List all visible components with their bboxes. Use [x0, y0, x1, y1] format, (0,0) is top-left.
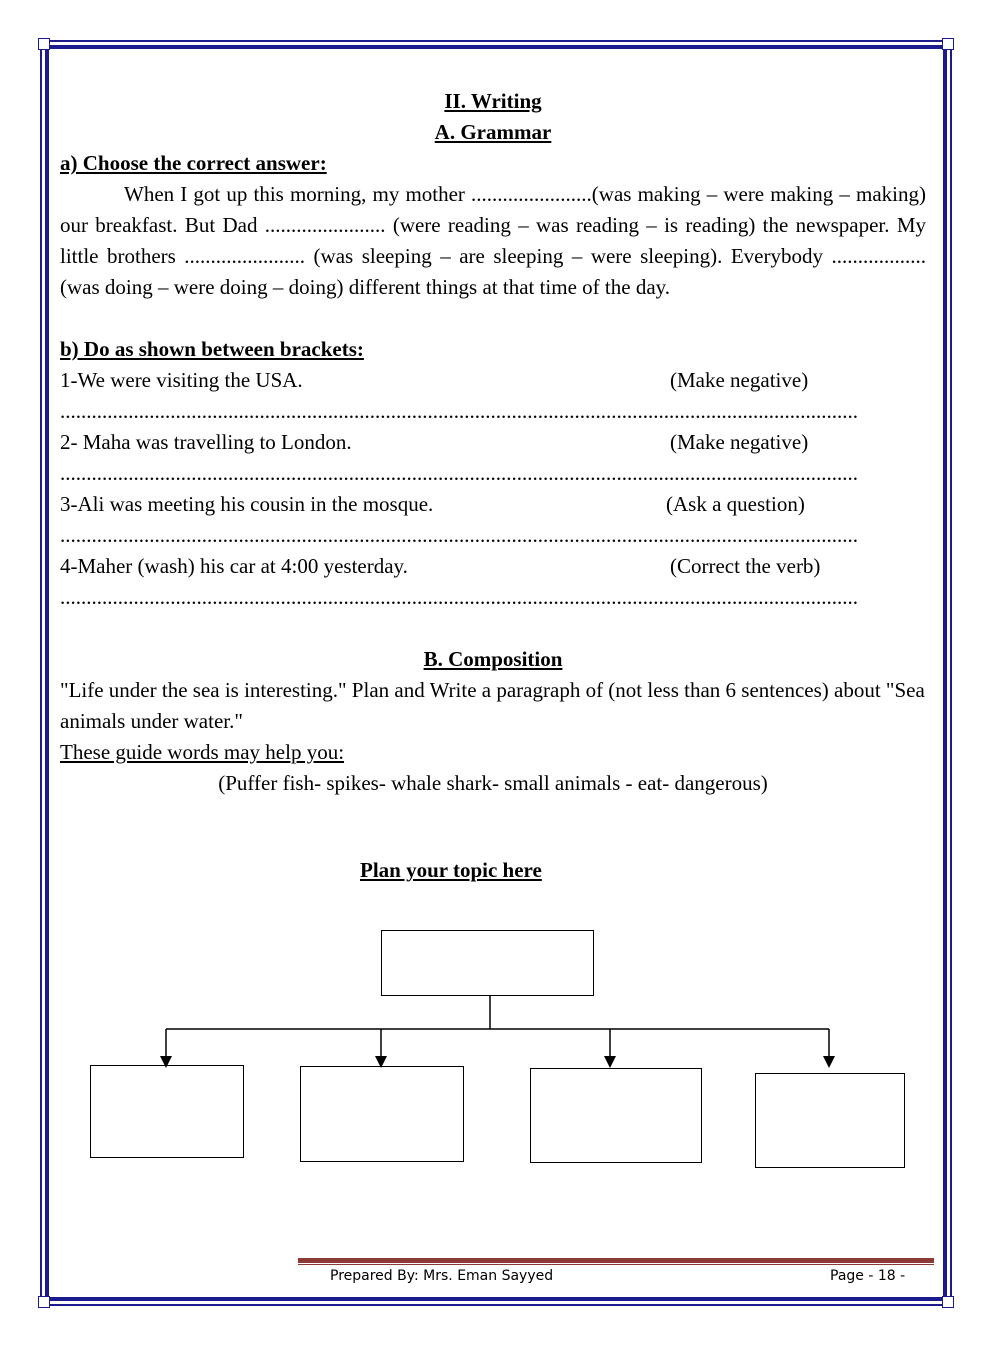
answer-line[interactable]: ........................................................................................................................................................ [60, 585, 858, 609]
exercise-sentence: 3-Ali was meeting his cousin in the mosque. [60, 492, 434, 516]
plan-title: Plan your topic here [360, 858, 542, 882]
grammar-subtitle: A. Grammar [434, 120, 552, 144]
guide-label: These guide words may help you: [60, 740, 345, 764]
answer-line[interactable]: ........................................................................................................................................................ [60, 523, 858, 547]
exercise-instruction: (Correct the verb) [670, 554, 821, 578]
exercise-instruction: (Make negative) [670, 430, 809, 454]
part-b-heading: b) Do as shown between brackets: [60, 337, 364, 361]
part-a-heading: a) Choose the correct answer: [60, 151, 327, 175]
footer-divider [298, 1264, 934, 1265]
answer-line[interactable]: ........................................................................................................................................................ [60, 461, 858, 485]
footer-author: Prepared By: Mrs. Eman Sayyed [330, 1268, 554, 1284]
exercise-sentence: 1-We were visiting the USA. [60, 368, 303, 392]
exercise-instruction: (Make negative) [670, 368, 809, 392]
composition-title: B. Composition [423, 647, 563, 671]
exercise-instruction: (Ask a question) [666, 492, 805, 516]
plan-sub-box[interactable] [90, 1065, 244, 1158]
composition-prompt: "Life under the sea is interesting." Plan and Write a paragraph of (not less than 6 sentences) about "Sea animals under water." [60, 678, 925, 733]
answer-line[interactable]: ........................................................................................................................................................ [60, 399, 858, 423]
exercise-sentence: 2- Maha was travelling to London. [60, 430, 352, 454]
plan-sub-box[interactable] [755, 1073, 905, 1168]
part-a-paragraph: When I got up this morning, my mother .......................(was making – were making – making) our breakfast. But Dad ....................... (were reading – was reading – is reading) the newspaper. My little brothers ....................... (was sleeping – are sleeping – were sleeping). Everybody .................. (was doing – were doing – doing) different things at that time of the day. [60, 182, 926, 299]
section-title: II. Writing [444, 89, 542, 113]
exercise-sentence: 4-Maher (wash) his car at 4:00 yesterday. [60, 554, 408, 578]
plan-sub-box[interactable] [530, 1068, 702, 1163]
plan-sub-box[interactable] [300, 1066, 464, 1162]
guide-words: (Puffer fish- spikes- whale shark- small animals - eat- dangerous) [218, 771, 768, 795]
footer-divider [298, 1258, 934, 1263]
footer-page-number: Page - 18 - [830, 1268, 906, 1284]
